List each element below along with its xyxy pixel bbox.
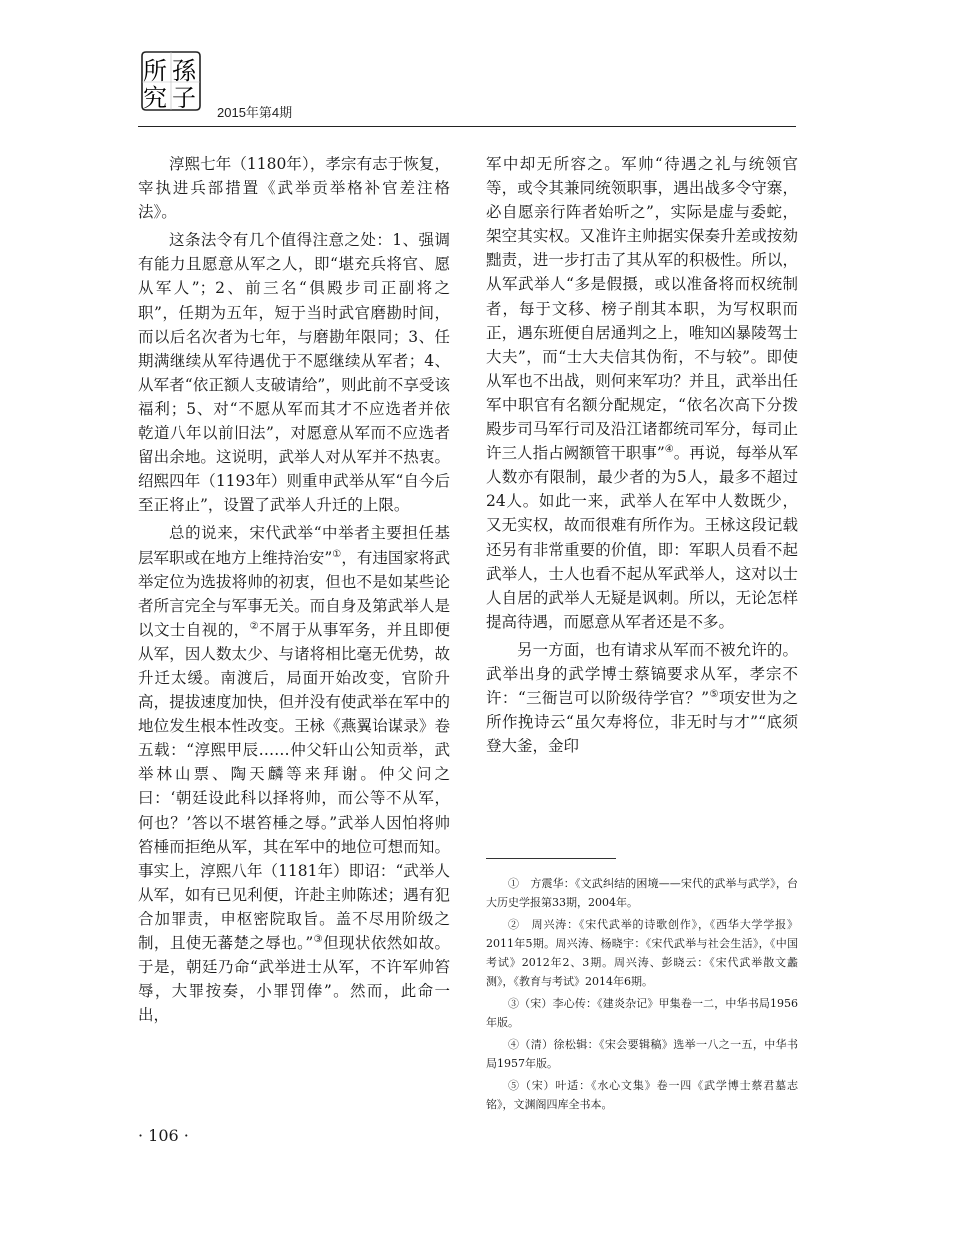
footnote-ref: ⑤ bbox=[709, 689, 719, 701]
journal-logo bbox=[138, 48, 204, 114]
paragraph: 淳熙七年（1180年），孝宗有志于恢复，宰执进兵部措置《武举贡举格补官差注格法》。 bbox=[138, 155, 450, 222]
footnote: ① 方震华：《文武纠结的困境——宋代的武举与武学》，台大历史学报第33期，2004年。 bbox=[486, 877, 798, 909]
page-number: · 106 · bbox=[138, 1126, 189, 1145]
paragraph: 军中却无所容之。军帅“待遇之礼与统领官等，或令其兼同统领职事，遇出战多令守寨，必自愿亲行阵者始听之”，实际是虚与委蛇，架空其实权。又准许主帅据实保奏升差或按劾黜责，进一步打击了其从军的积极性。所以，从军武举人“多是假摄，或以准备将而权统制者，每于文移、榜子削其本职，为写权职而正，遇东班便自居通判之上，唯知凶暴陵驾士大夫”，而“士大夫信其伪衔，不与较”。即使从军也不出战，则何来军功？并且，武举出任军中职官有名额分配规定，“依名次高下分拨殿步司马军行司及沿江诸都统司军分，每司止许三人指占阙额管干职事”④。再说，每举从军人数亦有限制，最少者的为5人，最多不超过24人。如此一来，武举人在军中人数既少，又无实权，故而很难有所作为。王栐这段记载还另有非常重要的价值，即：军职人员看不起武举人，士人也看不起从军武举人，这对以士人自居的武举人无疑是讽刺。所以，无论怎样提高待遇，而愿意从军者还是不多。 bbox=[486, 155, 798, 631]
logo-char-1: 所 bbox=[143, 57, 167, 85]
right-column bbox=[486, 152, 798, 762]
issue-label: 2015年第4期 bbox=[217, 105, 293, 120]
footnotes bbox=[486, 874, 798, 1117]
footnote-ref: ① bbox=[332, 548, 342, 560]
logo-char-2: 究 bbox=[143, 84, 167, 112]
footnote: ④（清）徐松辑：《宋会要辑稿》选举一八之一五，中华书局1957年版。 bbox=[486, 1038, 798, 1070]
footnote: ③（宋）李心传：《建炎杂记》甲集卷一二，中华书局1956年版。 bbox=[486, 997, 798, 1029]
header-rule bbox=[138, 126, 796, 127]
footnote-ref: ④ bbox=[664, 444, 674, 456]
footnote: ② 周兴涛：《宋代武举的诗歌创作》，《西华大学学报》2011年5期。周兴涛、杨晓宇：《宋代武举与社会生活》，《中国考试》2012年2、3期。周兴涛、彭晓云：《宋代武举散文蠡测》，《教育与考试》2014年6期。 bbox=[486, 918, 798, 988]
paragraph: 总的说来，宋代武举“中举者主要担任基层军职或在地方上维持治安”①，有违国家将武举定位为选拔将帅的初衷，但也不是如某些论者所言完全与军事无关。而自身及第武举人是以文士自视的，②不屑于从事军务，并且即便从军，因人数太少、与诸将相比毫无优势，故升迁太缓。南渡后，局面开始改变，官阶升高，提拔速度加快，但并没有使武举在军中的地位发生根本性改变。王栐《燕翼诒谋录》卷五载：“淳熙甲辰……仲父轩山公知贡举，武举林山票、陶天麟等来拜谢。仲父问之曰：‘朝廷设此科以择将帅，而公等不从军，何也？’答以不堪笞棰之辱。”武举人因怕将帅笞棰而拒绝从军，其在军中的地位可想而知。事实上，淳熙八年（1181年）即诏：“武举人从军，如有已见利便，许赴主帅陈述；遇有犯合加罪责，申枢密院取旨。盖不尽用阶级之制，且使无蕃楚之辱也。”③但现状依然如故。于是，朝廷乃命“武举进士从军，不许军帅笞辱，大罪按奏，小罪罚俸”。然而，此命一出， bbox=[138, 524, 450, 1025]
footnote-ref: ③ bbox=[313, 934, 324, 945]
footnote-rule bbox=[486, 858, 616, 859]
logo-char-3: 孫 bbox=[172, 57, 196, 85]
footnote: ⑤（宋）叶适：《水心文集》卷一四《武学博士蔡君墓志铭》，文渊阁四库全书本。 bbox=[486, 1079, 798, 1111]
left-column bbox=[138, 152, 450, 1031]
footnote-ref: ② bbox=[249, 620, 260, 632]
paragraph: 另一方面，也有请求从军而不被允许的。武举出身的武学博士蔡镐要求从军，孝宗不许：“三衙岂可以阶级待学官？”⑤项安世为之所作挽诗云“虽欠寿将位，非无时与才”“底须登大釜，金印 bbox=[486, 640, 798, 756]
paragraph: 这条法令有几个值得注意之处：1、强调有能力且愿意从军之人，即“堪充兵将官、愿从军人”；2、前三名“俱殿步司正副将之职”，任期为五年，短于当时武官磨勘时间，而以后名次者为七年，与磨勘年限同；3、任期满继续从军待遇优于不愿继续从军者；4、从军者“依正额人支破请给”，则此前不享受该福利；5、对“不愿从军而其才不应选者并依乾道八年以前旧法”，对愿意从军而不应选者留出余地。这说明，武举人对从军并不热衷。绍熙四年（1193年）则重申武举从军“自今后至正将止”，设置了武举人升迁的上限。 bbox=[138, 231, 450, 515]
logo-char-4: 子 bbox=[172, 84, 196, 112]
